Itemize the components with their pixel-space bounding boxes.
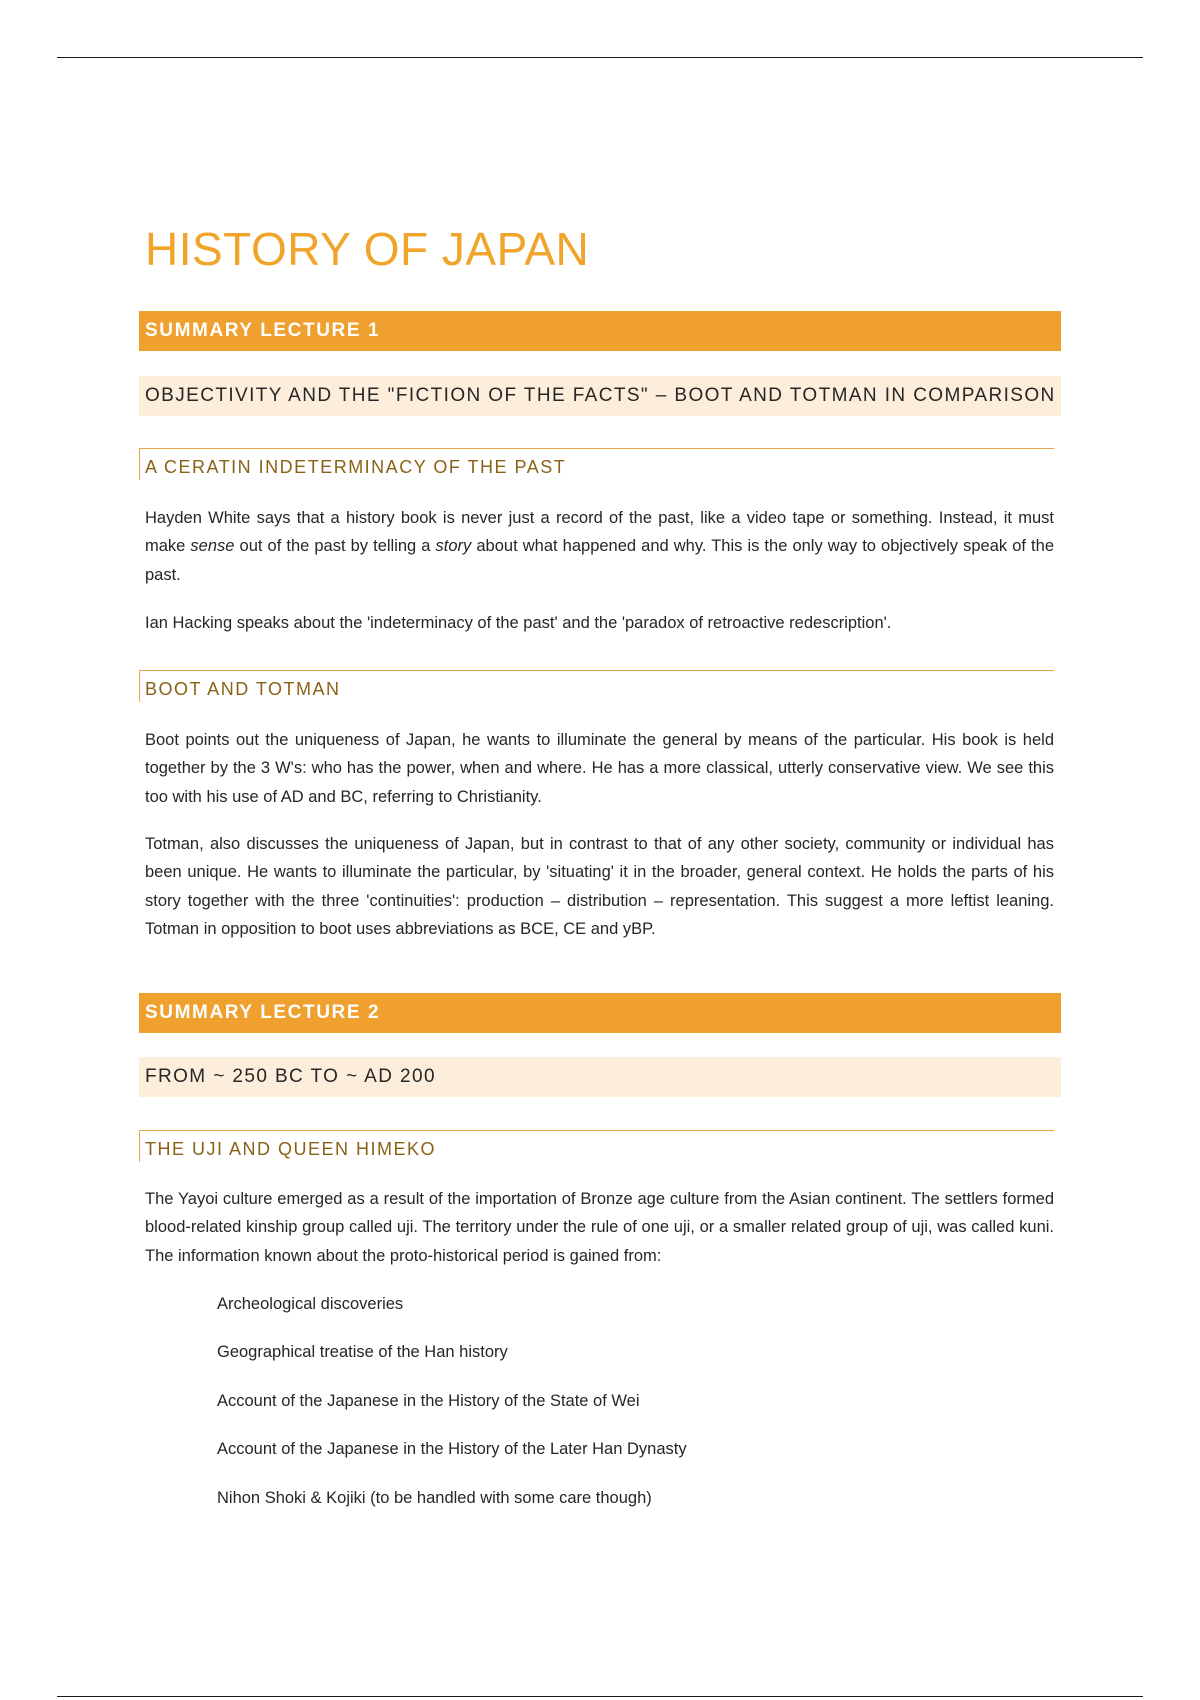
paragraph-hayden-white: Hayden White says that a history book is never just a record of the past, like a video tape or something. Instead, it must make sense out of the past by telling a story about what happened and why. This is the only way to objectively speak of the past. bbox=[145, 509, 1054, 584]
paragraph-yayoi: The Yayoi culture emerged as a result of the importation of Bronze age culture from the Asian continent. The settlers formed blood-related kinship group called uji. The territory under the rule of one uji, or a smaller related group of uji, was called kuni. The information known about the proto-historical period is gained from: bbox=[145, 1190, 1054, 1265]
emphasis-sense: sense bbox=[190, 537, 235, 556]
section-boot-totman-heading: BOOT AND TOTMAN bbox=[139, 670, 1054, 702]
list-item: Account of the Japanese in the History of the State of Wei bbox=[217, 1392, 640, 1410]
page-top-rule bbox=[57, 57, 1143, 58]
emphasis-story: story bbox=[435, 537, 472, 556]
paragraph-totman: Totman, also discusses the uniqueness of Japan, but in contrast to that of any other society, community or individual has been unique. He wants to illuminate the particular, by 'situating' it in the broader, general context. He holds the parts of his story together with the three 'continuities': production – distribution – representation. This suggest a more leftist leaning. Totman in opposition to boot uses abbreviations as BCE, CE and yBP. bbox=[145, 835, 1054, 938]
document-title: HISTORY OF JAPAN bbox=[145, 223, 590, 275]
lecture-2-heading: SUMMARY LECTURE 2 bbox=[139, 993, 1061, 1033]
list-item: Nihon Shoki & Kojiki (to be handled with some care though) bbox=[217, 1489, 652, 1507]
page-bottom-rule bbox=[57, 1696, 1143, 1697]
lecture-2-subheading: FROM ~ 250 BC TO ~ AD 200 bbox=[139, 1057, 1061, 1097]
paragraph-ian-hacking: Ian Hacking speaks about the 'indeterminacy of the past' and the 'paradox of retroactive redescription'. bbox=[145, 614, 892, 632]
lecture-1-subheading: OBJECTIVITY AND THE "FICTION OF THE FACTS" – BOOT AND TOTMAN IN COMPARISON bbox=[139, 376, 1061, 416]
section-indeterminacy-heading: A CERATIN INDETERMINACY OF THE PAST bbox=[139, 448, 1054, 480]
section-uji-himeko-heading: THE UJI AND QUEEN HIMEKO bbox=[139, 1130, 1054, 1162]
list-item: Account of the Japanese in the History of the Later Han Dynasty bbox=[217, 1440, 687, 1458]
lecture-1-heading: SUMMARY LECTURE 1 bbox=[139, 311, 1061, 351]
list-item: Archeological discoveries bbox=[217, 1295, 404, 1313]
paragraph-boot: Boot points out the uniqueness of Japan, he wants to illuminate the general by means of the particular. His book is held together by the 3 W's: who has the power, when and where. He has a more classical, utterly conservative view. We see this too with his use of AD and BC, referring to Christianity. bbox=[145, 731, 1054, 806]
list-item: Geographical treatise of the Han history bbox=[217, 1343, 508, 1361]
